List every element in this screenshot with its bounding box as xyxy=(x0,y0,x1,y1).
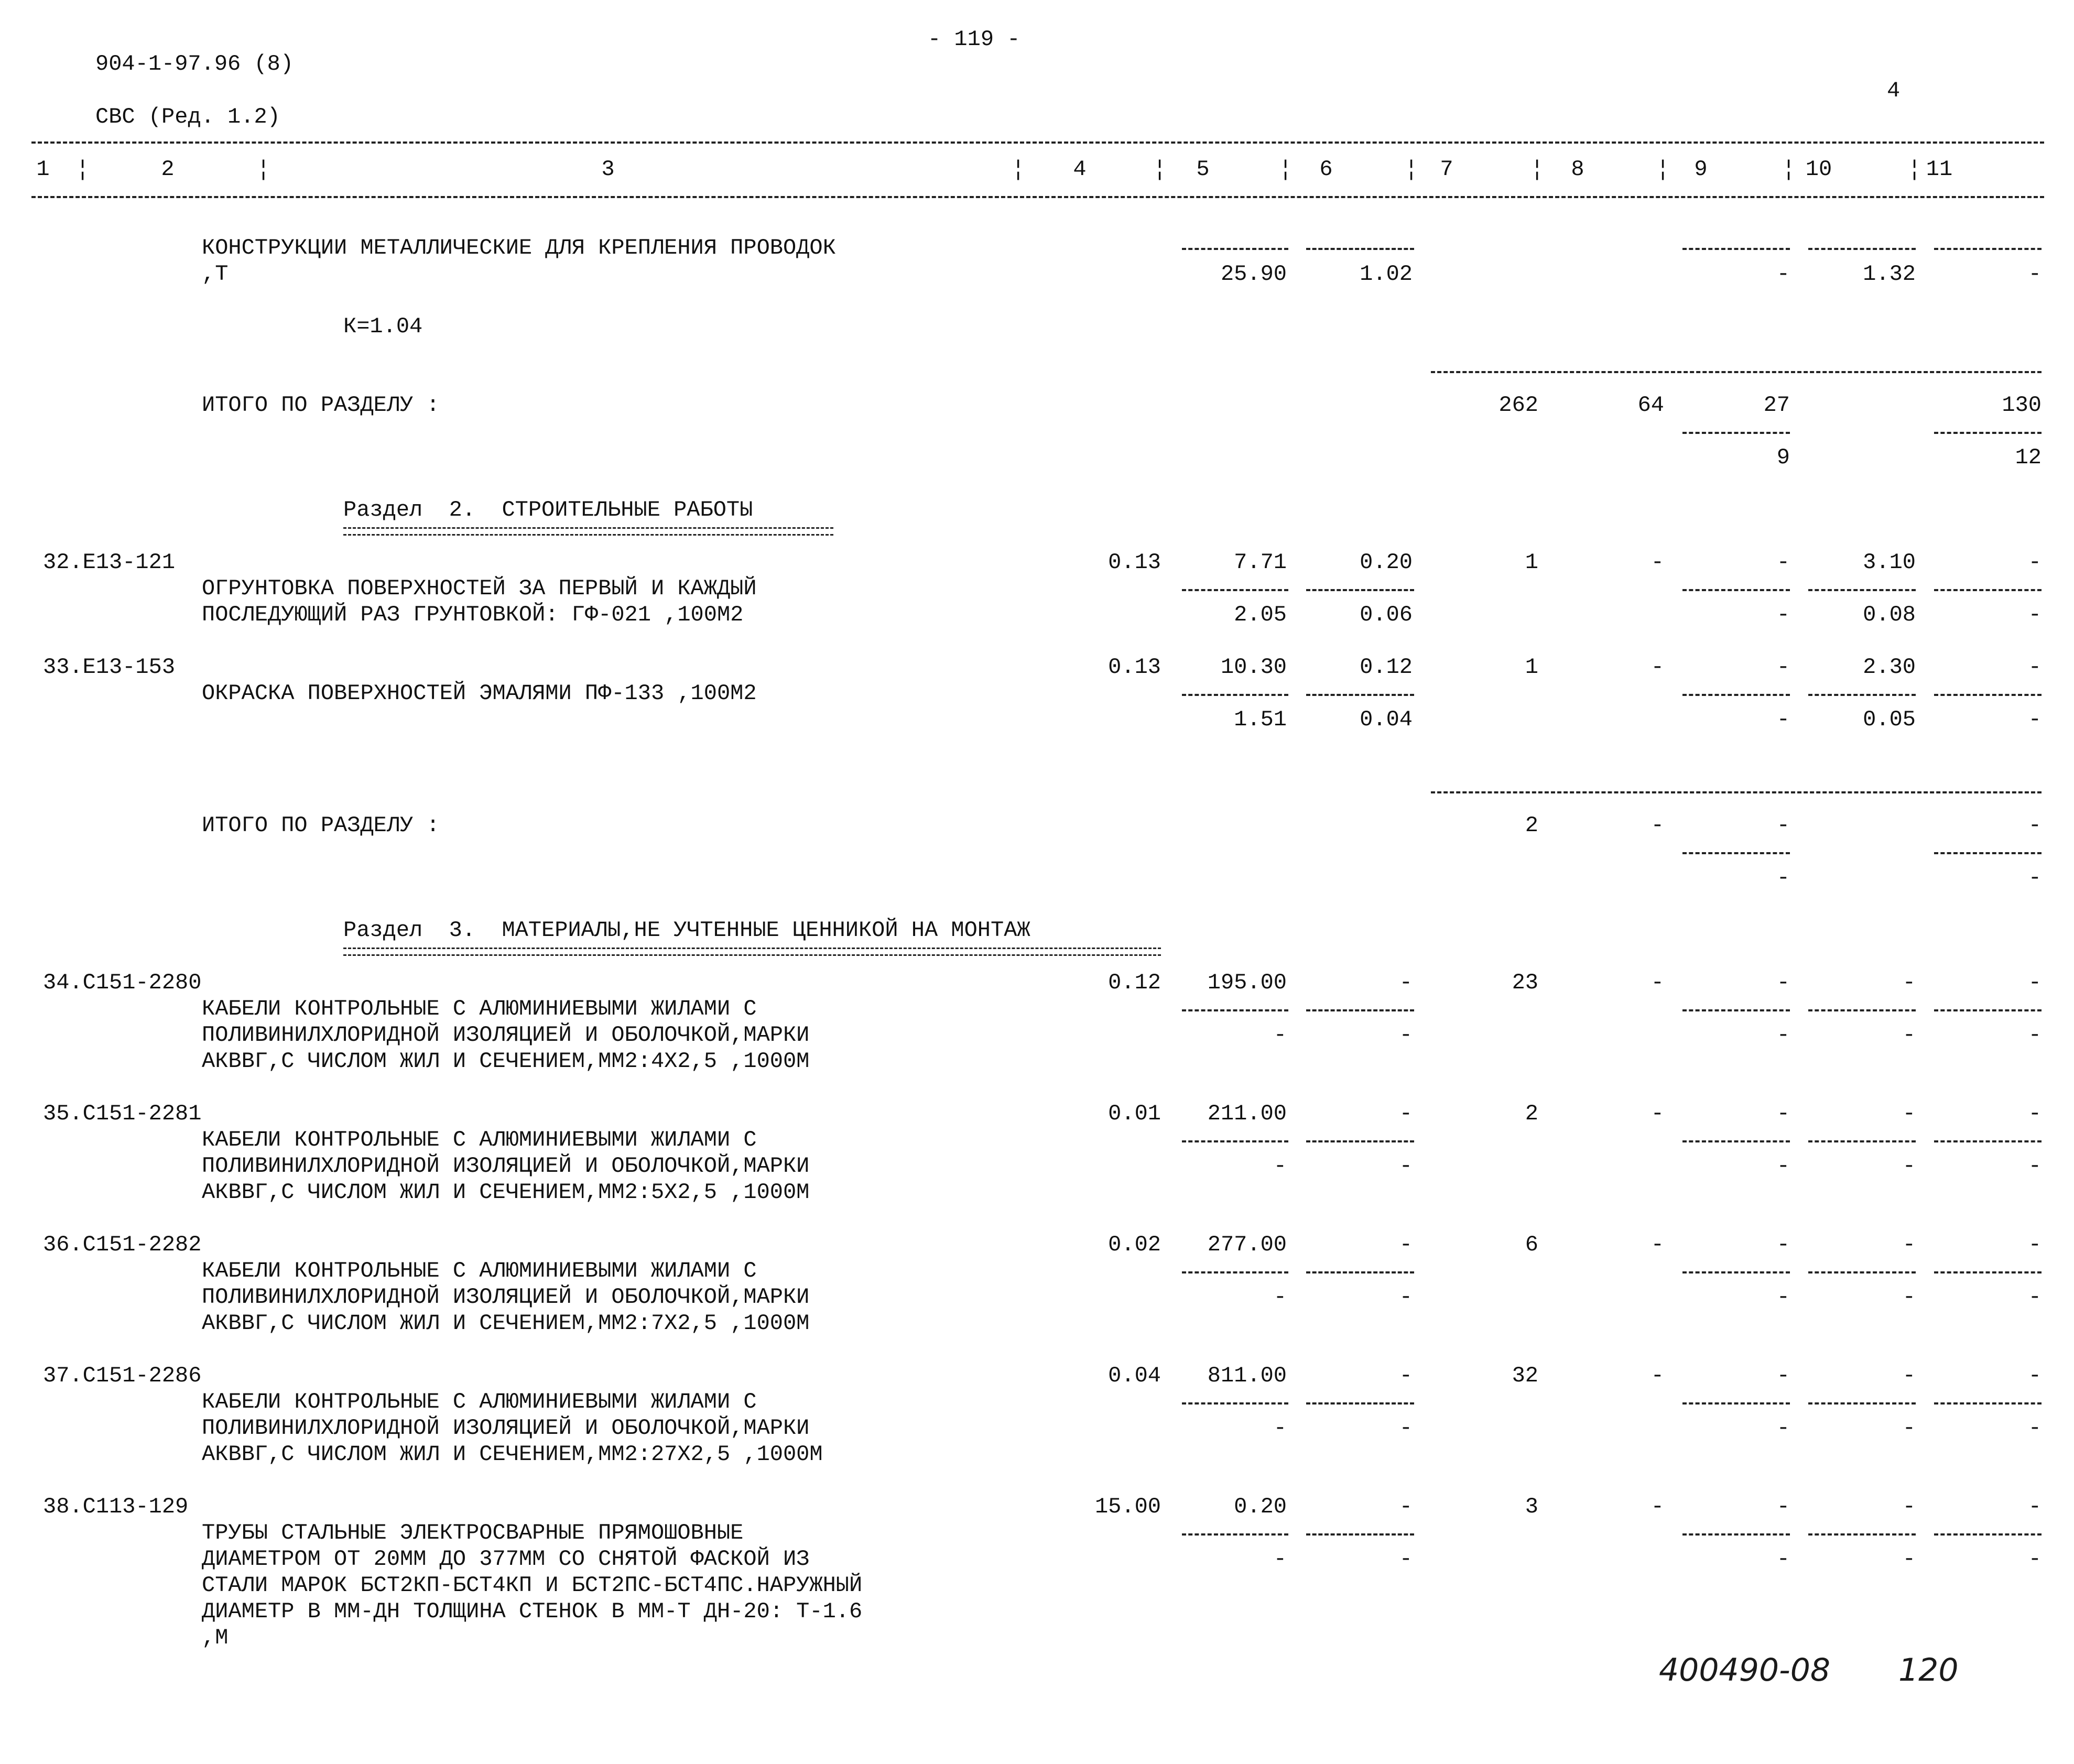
value-divider xyxy=(1306,589,1414,591)
row-subvalue-s5: - xyxy=(1273,1022,1287,1048)
row-value-c4: 0.01 xyxy=(1108,1101,1161,1126)
total-value-c11: 130 xyxy=(2002,393,2042,418)
row-subvalue-s9: - xyxy=(1776,602,1790,627)
row-value-c4: 0.04 xyxy=(1108,1363,1161,1388)
value-divider xyxy=(1182,1140,1288,1142)
column-number: 2 xyxy=(161,157,175,182)
value-divider xyxy=(1808,1271,1916,1273)
value-divider xyxy=(1182,1533,1288,1536)
row-name-line: ДИАМЕТР В ММ-ДН ТОЛЩИНА СТЕНОК В ММ-Т ДН-20: Т-1.6 xyxy=(202,1599,863,1624)
row-value-c8: - xyxy=(1650,550,1664,575)
row-name-line: ОКРАСКА ПОВЕРХНОСТЕЙ ЭМАЛЯМИ ПФ-133 ,100М2 xyxy=(202,681,757,706)
total-divider xyxy=(1682,852,1790,854)
coefficient-note: К=1.04 xyxy=(343,314,423,339)
row-value-c8: - xyxy=(1650,970,1664,995)
row-subvalue-s6: - xyxy=(1399,1022,1413,1048)
column-number: 10 xyxy=(1805,157,1832,182)
item-value-c11: - xyxy=(2028,262,2042,287)
total-subvalue-c9: - xyxy=(1776,865,1790,890)
row-value-c6: - xyxy=(1399,1494,1413,1519)
column-separator: ¦ xyxy=(1153,157,1167,182)
value-divider xyxy=(1682,1402,1790,1404)
row-subvalue-s5: - xyxy=(1273,1415,1287,1441)
row-value-c11: - xyxy=(2028,1101,2042,1126)
column-number: 9 xyxy=(1694,157,1708,182)
row-value-c8: - xyxy=(1650,1232,1664,1257)
row-value-c6: - xyxy=(1399,1232,1413,1257)
column-number: 8 xyxy=(1571,157,1584,182)
row-value-c5: 7.71 xyxy=(1234,550,1287,575)
row-name-line: ОГРУНТОВКА ПОВЕРХНОСТЕЙ ЗА ПЕРВЫЙ И КАЖДЫЙ xyxy=(202,576,757,601)
row-name-line: АКВВГ,С ЧИСЛОМ ЖИЛ И СЕЧЕНИЕМ,ММ2:27Х2,5 ,1000М xyxy=(202,1442,823,1467)
row-value-c9: - xyxy=(1776,1232,1790,1257)
value-divider xyxy=(1808,1402,1916,1404)
column-number: 1 xyxy=(36,157,50,182)
row-name-line: СТАЛИ МАРОК БСТ2КП-БСТ4КП И БСТ2ПС-БСТ4ПС.НАРУЖНЫЙ xyxy=(202,1573,863,1598)
value-divider xyxy=(1682,1009,1790,1011)
row-subvalue-s5: - xyxy=(1273,1284,1287,1310)
row-subvalue-s9: - xyxy=(1776,1415,1790,1441)
row-subvalue-s5: - xyxy=(1273,1153,1287,1179)
row-name-line: КАБЕЛИ КОНТРОЛЬНЫЕ С АЛЮМИНИЕВЫМИ ЖИЛАМИ С xyxy=(202,996,757,1021)
row-value-c10: - xyxy=(1902,1494,1916,1519)
handwritten-archive-number: 400490-08 xyxy=(1659,1652,1831,1689)
value-divider xyxy=(1306,1402,1414,1404)
total-divider xyxy=(1934,432,2042,434)
value-divider xyxy=(1182,248,1288,250)
row-value-c8: - xyxy=(1650,1101,1664,1126)
total-divider xyxy=(1682,432,1790,434)
row-value-c6: 0.12 xyxy=(1360,655,1413,680)
row-subvalue-s11: - xyxy=(2028,707,2042,732)
row-value-c6: - xyxy=(1399,970,1413,995)
row-subvalue-s11: - xyxy=(2028,1415,2042,1441)
row-value-c4: 0.13 xyxy=(1108,655,1161,680)
value-divider xyxy=(1808,1009,1916,1011)
row-subvalue-s10: - xyxy=(1902,1153,1916,1179)
value-divider xyxy=(1934,1271,2042,1273)
value-divider xyxy=(1306,1533,1414,1536)
value-divider xyxy=(1182,1402,1288,1404)
value-divider xyxy=(1182,589,1288,591)
row-value-c7: 2 xyxy=(1525,1101,1538,1126)
row-value-c10: - xyxy=(1902,1363,1916,1388)
row-subvalue-s9: - xyxy=(1776,1284,1790,1310)
row-value-c5: 211.00 xyxy=(1207,1101,1287,1126)
column-separator: ¦ xyxy=(1656,157,1670,182)
value-divider xyxy=(1808,1533,1916,1536)
row-subvalue-s6: 0.04 xyxy=(1360,707,1413,732)
value-divider xyxy=(1182,1271,1288,1273)
value-divider xyxy=(1934,1533,2042,1536)
value-divider xyxy=(1682,694,1790,696)
program-version: СВС (Ред. 1.2) xyxy=(95,104,280,129)
value-divider xyxy=(1682,1271,1790,1273)
row-value-c11: - xyxy=(2028,550,2042,575)
row-subvalue-s10: - xyxy=(1902,1547,1916,1572)
row-value-c11: - xyxy=(2028,655,2042,680)
row-value-c5: 811.00 xyxy=(1207,1363,1287,1388)
item-value-c5: 25.90 xyxy=(1220,262,1287,287)
row-value-c10: 3.10 xyxy=(1863,550,1916,575)
column-separator: ¦ xyxy=(1908,157,1921,182)
row-code: 37.С151-2286 xyxy=(43,1363,202,1388)
total-value-c8: 64 xyxy=(1637,393,1664,418)
value-divider xyxy=(1306,694,1414,696)
column-separator: ¦ xyxy=(76,157,90,182)
document-code: 904-1-97.96 (8) xyxy=(95,51,294,77)
column-number: 6 xyxy=(1319,157,1333,182)
item-name-line: КОНСТРУКЦИИ МЕТАЛЛИЧЕСКИЕ ДЛЯ КРЕПЛЕНИЯ ПРОВОДОК xyxy=(202,235,836,260)
column-number: 11 xyxy=(1926,157,1953,182)
row-subvalue-s6: - xyxy=(1399,1415,1413,1441)
row-code: 38.С113-129 xyxy=(43,1494,189,1519)
value-divider xyxy=(1306,1271,1414,1273)
row-code: 34.С151-2280 xyxy=(43,970,202,995)
total-value-c7: 2 xyxy=(1525,813,1538,838)
row-name-line: ДИАМЕТРОМ ОТ 20ММ ДО 377ММ СО СНЯТОЙ ФАСКОЙ ИЗ xyxy=(202,1547,810,1572)
row-subvalue-s9: - xyxy=(1776,1022,1790,1048)
column-number: 7 xyxy=(1440,157,1453,182)
item-value-c6: 1.02 xyxy=(1360,262,1413,287)
total-value-c11: - xyxy=(2028,813,2042,838)
section-title-underline xyxy=(343,527,833,536)
row-value-c11: - xyxy=(2028,1363,2042,1388)
value-divider xyxy=(1682,1140,1790,1142)
row-subvalue-s11: - xyxy=(2028,1022,2042,1048)
row-subvalue-s9: - xyxy=(1776,1153,1790,1179)
value-divider xyxy=(1306,1140,1414,1142)
row-value-c7: 1 xyxy=(1525,550,1538,575)
row-subvalue-s11: - xyxy=(2028,602,2042,627)
row-subvalue-s9: - xyxy=(1776,707,1790,732)
row-value-c6: 0.20 xyxy=(1360,550,1413,575)
row-subvalue-s11: - xyxy=(2028,1284,2042,1310)
row-value-c5: 195.00 xyxy=(1207,970,1287,995)
row-subvalue-s5: 1.51 xyxy=(1234,707,1287,732)
row-subvalue-s5: 2.05 xyxy=(1234,602,1287,627)
row-subvalue-s11: - xyxy=(2028,1153,2042,1179)
row-subvalue-s6: 0.06 xyxy=(1360,602,1413,627)
row-value-c5: 0.20 xyxy=(1234,1494,1287,1519)
total-subvalue-c11: - xyxy=(2028,865,2042,890)
column-separator: ¦ xyxy=(257,157,270,182)
value-divider xyxy=(1934,1402,2042,1404)
sheet-number: 4 xyxy=(1887,78,1901,103)
row-value-c8: - xyxy=(1650,1494,1664,1519)
row-code: 35.С151-2281 xyxy=(43,1101,202,1126)
row-subvalue-s5: - xyxy=(1273,1547,1287,1572)
row-code: 32.Е13-121 xyxy=(43,550,176,575)
row-value-c8: - xyxy=(1650,655,1664,680)
row-subvalue-s6: - xyxy=(1399,1547,1413,1572)
row-value-c10: - xyxy=(1902,970,1916,995)
total-value-c9: 27 xyxy=(1763,393,1790,418)
column-separator: ¦ xyxy=(1279,157,1293,182)
row-value-c4: 15.00 xyxy=(1094,1494,1161,1519)
row-name-line: ПОЛИВИНИЛХЛОРИДНОЙ ИЗОЛЯЦИЕЙ И ОБОЛОЧКОЙ,МАРКИ xyxy=(202,1284,810,1310)
row-value-c6: - xyxy=(1399,1101,1413,1126)
row-value-c6: - xyxy=(1399,1363,1413,1388)
row-value-c9: - xyxy=(1776,1494,1790,1519)
row-name-line: ,М xyxy=(202,1625,229,1650)
row-value-c7: 3 xyxy=(1525,1494,1538,1519)
row-value-c7: 6 xyxy=(1525,1232,1538,1257)
section-title: Раздел 3. МАТЕРИАЛЫ,НЕ УЧТЕННЫЕ ЦЕННИКОЙ НА МОНТАЖ xyxy=(343,918,1030,943)
row-name-line: ПОЛИВИНИЛХЛОРИДНОЙ ИЗОЛЯЦИЕЙ И ОБОЛОЧКОЙ,МАРКИ xyxy=(202,1415,810,1441)
value-divider xyxy=(1808,589,1916,591)
row-name-line: ПОЛИВИНИЛХЛОРИДНОЙ ИЗОЛЯЦИЕЙ И ОБОЛОЧКОЙ,МАРКИ xyxy=(202,1022,810,1048)
row-value-c5: 10.30 xyxy=(1220,655,1287,680)
row-name-line: ПОСЛЕДУЮЩИЙ РАЗ ГРУНТОВКОЙ: ГФ-021 ,100М2 xyxy=(202,602,744,627)
row-value-c8: - xyxy=(1650,1363,1664,1388)
value-divider xyxy=(1934,589,2042,591)
header-rule-top xyxy=(31,141,2044,144)
row-value-c10: - xyxy=(1902,1101,1916,1126)
row-value-c11: - xyxy=(2028,1494,2042,1519)
row-subvalue-s10: - xyxy=(1902,1022,1916,1048)
column-number: 4 xyxy=(1073,157,1087,182)
handwritten-page-number: 120 xyxy=(1898,1652,1959,1689)
total-value-c7: 262 xyxy=(1499,393,1538,418)
value-divider xyxy=(1934,1009,2042,1011)
row-value-c9: - xyxy=(1776,1101,1790,1126)
section-title: Раздел 2. СТРОИТЕЛЬНЫЕ РАБОТЫ xyxy=(343,497,753,522)
row-subvalue-s9: - xyxy=(1776,1547,1790,1572)
column-separator: ¦ xyxy=(1012,157,1025,182)
row-value-c11: - xyxy=(2028,1232,2042,1257)
value-divider xyxy=(1934,1140,2042,1142)
row-code: 33.Е13-153 xyxy=(43,655,176,680)
value-divider xyxy=(1182,1009,1288,1011)
row-name-line: АКВВГ,С ЧИСЛОМ ЖИЛ И СЕЧЕНИЕМ,ММ2:5Х2,5 ,1000М xyxy=(202,1180,810,1205)
row-name-line: АКВВГ,С ЧИСЛОМ ЖИЛ И СЕЧЕНИЕМ,ММ2:4Х2,5 ,1000М xyxy=(202,1049,810,1074)
total-value-c8: - xyxy=(1650,813,1664,838)
row-value-c4: 0.02 xyxy=(1108,1232,1161,1257)
total-rule xyxy=(1431,791,2042,793)
total-label: ИТОГО ПО РАЗДЕЛУ : xyxy=(202,813,440,838)
row-subvalue-s6: - xyxy=(1399,1284,1413,1310)
value-divider xyxy=(1808,248,1916,250)
value-divider xyxy=(1306,248,1414,250)
row-value-c5: 277.00 xyxy=(1207,1232,1287,1257)
value-divider xyxy=(1934,694,2042,696)
row-subvalue-s6: - xyxy=(1399,1153,1413,1179)
section-title-underline xyxy=(343,948,1161,956)
column-number: 3 xyxy=(601,157,615,182)
column-separator: ¦ xyxy=(1782,157,1796,182)
column-separator: ¦ xyxy=(1530,157,1544,182)
row-value-c9: - xyxy=(1776,655,1790,680)
row-name-line: КАБЕЛИ КОНТРОЛЬНЫЕ С АЛЮМИНИЕВЫМИ ЖИЛАМИ С xyxy=(202,1389,757,1414)
row-value-c7: 23 xyxy=(1512,970,1538,995)
row-subvalue-s10: 0.05 xyxy=(1863,707,1916,732)
value-divider xyxy=(1682,1533,1790,1536)
total-divider xyxy=(1934,852,2042,854)
row-value-c7: 1 xyxy=(1525,655,1538,680)
total-subvalue-c11: 12 xyxy=(2015,445,2042,470)
row-subvalue-s10: - xyxy=(1902,1415,1916,1441)
value-divider xyxy=(1934,248,2042,250)
total-value-c9: - xyxy=(1776,813,1790,838)
value-divider xyxy=(1808,1140,1916,1142)
row-name-line: АКВВГ,С ЧИСЛОМ ЖИЛ И СЕЧЕНИЕМ,ММ2:7Х2,5 ,1000М xyxy=(202,1311,810,1336)
row-value-c9: - xyxy=(1776,970,1790,995)
row-value-c9: - xyxy=(1776,1363,1790,1388)
value-divider xyxy=(1682,248,1790,250)
value-divider xyxy=(1306,1009,1414,1011)
total-subvalue-c9: 9 xyxy=(1776,445,1790,470)
row-value-c10: 2.30 xyxy=(1863,655,1916,680)
row-value-c4: 0.12 xyxy=(1108,970,1161,995)
row-code: 36.С151-2282 xyxy=(43,1232,202,1257)
row-value-c7: 32 xyxy=(1512,1363,1538,1388)
row-name-line: КАБЕЛИ КОНТРОЛЬНЫЕ С АЛЮМИНИЕВЫМИ ЖИЛАМИ С xyxy=(202,1258,757,1283)
row-value-c9: - xyxy=(1776,550,1790,575)
total-label: ИТОГО ПО РАЗДЕЛУ : xyxy=(202,393,440,418)
column-number: 5 xyxy=(1196,157,1210,182)
item-value-c9: - xyxy=(1776,262,1790,287)
row-subvalue-s11: - xyxy=(2028,1547,2042,1572)
row-name-line: ПОЛИВИНИЛХЛОРИДНОЙ ИЗОЛЯЦИЕЙ И ОБОЛОЧКОЙ,МАРКИ xyxy=(202,1153,810,1179)
row-name-line: ТРУБЫ СТАЛЬНЫЕ ЭЛЕКТРОСВАРНЫЕ ПРЯМОШОВНЫЕ xyxy=(202,1520,744,1545)
row-name-line: КАБЕЛИ КОНТРОЛЬНЫЕ С АЛЮМИНИЕВЫМИ ЖИЛАМИ С xyxy=(202,1127,757,1152)
value-divider xyxy=(1182,694,1288,696)
total-rule xyxy=(1431,371,2042,373)
header-rule-bottom xyxy=(31,196,2044,198)
row-value-c10: - xyxy=(1902,1232,1916,1257)
value-divider xyxy=(1682,589,1790,591)
row-value-c11: - xyxy=(2028,970,2042,995)
item-name-line: ,Т xyxy=(202,262,229,287)
page-number: - 119 - xyxy=(928,27,1020,52)
row-subvalue-s10: - xyxy=(1902,1284,1916,1310)
item-value-c10: 1.32 xyxy=(1863,262,1916,287)
row-value-c4: 0.13 xyxy=(1108,550,1161,575)
row-subvalue-s10: 0.08 xyxy=(1863,602,1916,627)
column-separator: ¦ xyxy=(1405,157,1418,182)
value-divider xyxy=(1808,694,1916,696)
